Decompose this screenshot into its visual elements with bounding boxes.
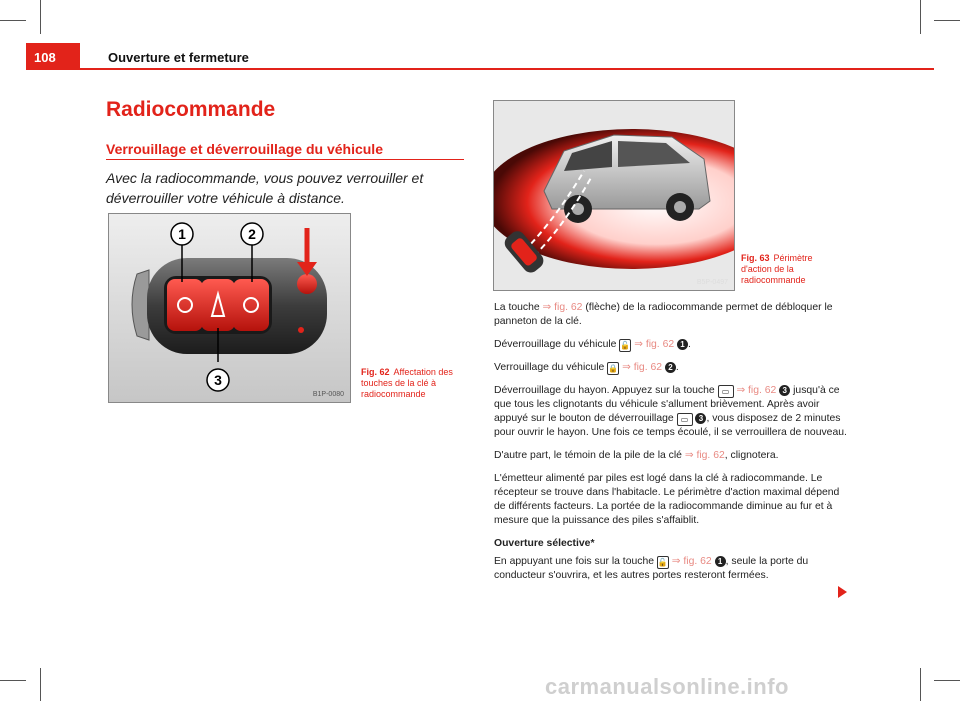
lock-key-icon: 🔒: [608, 364, 619, 373]
callout-badge: 3: [695, 413, 706, 424]
crop-mark: [934, 20, 960, 21]
section-title: Ouverture et fermeture: [108, 50, 249, 65]
unlock-key-icon: 🔓: [620, 341, 631, 350]
callout-2: 2: [248, 226, 256, 242]
fig-link[interactable]: ⇒ fig. 62: [634, 339, 675, 350]
paragraph: Verrouillage du véhicule 🔒 ⇒ fig. 62 2 .: [494, 362, 679, 373]
fig-link[interactable]: ⇒ fig. 62: [684, 450, 725, 461]
key-fob-illustration: [109, 214, 350, 402]
paragraph: L'émetteur alimenté par piles est logé dans la clé à radiocommande. Le récepteur se trouve dans l'habitacle. Le périmètre d'action maximal dépend de différents facteurs. La portée de la radiocommande diminue au fur et à mesure que la puissance des piles s'affaiblit.: [494, 473, 840, 526]
paragraph-heading: Ouverture sélective*: [494, 538, 595, 549]
figure-code: B1P-0080: [312, 391, 344, 398]
callout-badge: 1: [677, 339, 688, 350]
paragraph: D'autre part, le témoin de la pile de la clé ⇒ fig. 62, clignotera.: [494, 450, 779, 461]
trunk-key-icon: ▭: [718, 385, 734, 398]
sub-heading-rule: [106, 159, 464, 160]
lock-button-graphic: [233, 279, 269, 331]
paragraph: Déverrouillage du véhicule 🔓 ⇒ fig. 62 1 .: [494, 339, 691, 350]
intro-text: Avec la radiocommande, vous pouvez verrouiller et déverrouiller votre véhicule à distance.: [106, 170, 424, 206]
figure-62-key: [108, 213, 351, 403]
fig-link[interactable]: ⇒ fig. 62: [736, 385, 777, 396]
crop-mark: [40, 668, 41, 701]
fig-link[interactable]: ⇒ fig. 62: [671, 556, 712, 567]
paragraph: La touche ⇒ fig. 62 (flèche) de la radiocommande permet de débloquer le panneton de la clé.: [494, 302, 833, 327]
crop-mark: [920, 668, 921, 701]
caption-number: Fig. 63: [741, 253, 770, 263]
callout-3: 3: [214, 372, 222, 388]
key-release-button-graphic: [297, 274, 317, 294]
remote-range-illustration: [494, 101, 734, 290]
callout-1: 1: [178, 226, 186, 242]
paragraph: Déverrouillage du hayon. Appuyez sur la touche ▭ ⇒ fig. 62 3 jusqu'à ce que tous les clignotants du véhicule s'allument brièvement. Après avoir appuyé sur le bouton de déverrouillage ▭ 3 , vous disposez de 2 minutes pour ouvrir le hayon. Une fois ce temps écoulé, il se verrouillera de nouveau.: [494, 385, 847, 438]
crop-mark: [934, 680, 960, 681]
paragraph: En appuyant une fois sur la touche 🔓 ⇒ fig. 62 1 , seule la porte du conducteur s'ouvrira, et les autres portes resteront fermées.: [494, 556, 809, 581]
callout-badge: 1: [715, 556, 726, 567]
caption-number: Fig. 62: [361, 367, 390, 377]
header-rule: [26, 68, 934, 70]
figure-63-caption: [741, 253, 844, 286]
figure-code: B5P-0497: [696, 279, 728, 286]
crop-mark: [0, 20, 26, 21]
callout-badge: 3: [779, 385, 790, 396]
crop-mark: [40, 0, 41, 34]
figure-63-range: [493, 100, 735, 291]
crop-mark: [0, 680, 26, 681]
caption-text: Affectation des touches de la clé à radiocommande: [361, 367, 453, 399]
trunk-button-graphic: [201, 279, 235, 331]
body-text: [494, 301, 849, 592]
watermark: carmanualsonline.info: [545, 674, 789, 699]
unlock-button-graphic: [167, 279, 203, 331]
trunk-key-icon: ▭: [677, 413, 693, 426]
figure-62-caption: [361, 367, 465, 400]
page-title: Radiocommande: [106, 98, 276, 121]
sub-heading: Verrouillage et déverrouillage du véhicule: [106, 141, 383, 157]
caption-text: Périmètre d'action de la radiocommande: [741, 253, 813, 285]
fig-link[interactable]: ⇒ fig. 62: [622, 362, 663, 373]
continue-arrow-icon: [838, 586, 847, 598]
callout-badge: 2: [665, 362, 676, 373]
page-number: 108: [34, 50, 56, 65]
unlock-key-icon: 🔓: [657, 558, 668, 567]
crop-mark: [920, 0, 921, 34]
fig-link[interactable]: ⇒ fig. 62: [542, 302, 583, 313]
